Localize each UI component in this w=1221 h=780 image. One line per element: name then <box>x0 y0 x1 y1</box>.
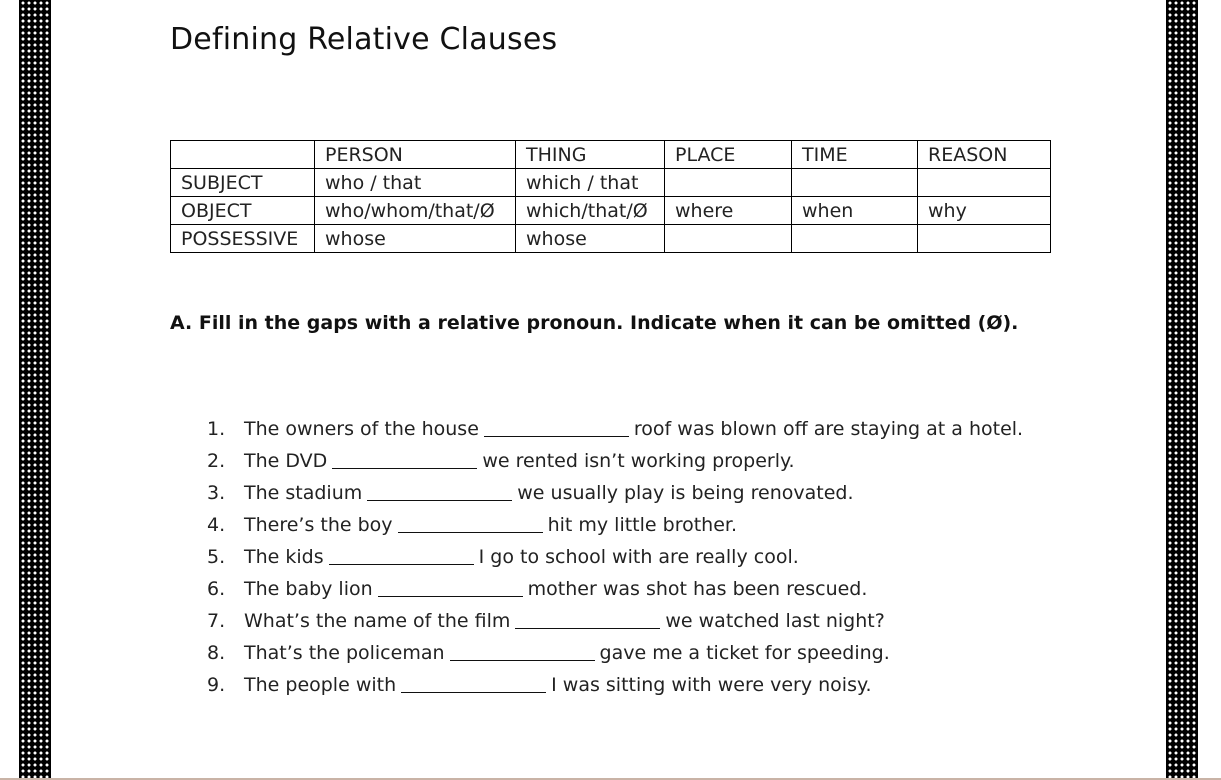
table-cell: whose <box>516 225 665 253</box>
right-decorative-border <box>1166 0 1198 780</box>
blank-gap[interactable] <box>398 512 543 533</box>
left-decorative-border <box>19 0 51 780</box>
item-number: 4. <box>207 514 226 536</box>
item-text-before: The stadium <box>244 482 363 504</box>
table-cell: which / that <box>516 169 665 197</box>
exercise-item <box>207 576 1023 608</box>
table-row <box>171 197 1051 225</box>
item-text-after: roof was blown off are staying at a hotel. <box>633 418 1024 440</box>
item-text-after: hit my little brother. <box>547 514 737 536</box>
item-text-before: There’s the boy <box>244 514 393 536</box>
blank-gap[interactable] <box>401 672 546 693</box>
table-header-cell: PLACE <box>665 141 792 169</box>
table-cell <box>171 141 315 169</box>
table-cell: which/that/Ø <box>516 197 665 225</box>
blank-gap[interactable] <box>515 608 660 629</box>
item-number: 3. <box>207 482 226 504</box>
relative-pronoun-table <box>170 140 1051 253</box>
item-number: 5. <box>207 546 226 568</box>
item-text-before: The kids <box>244 546 324 568</box>
exercise-item <box>207 544 1023 576</box>
table-cell <box>665 225 792 253</box>
exercise-item <box>207 640 1023 672</box>
item-number: 7. <box>207 610 226 632</box>
table-header-cell: PERSON <box>315 141 516 169</box>
table-cell: whose <box>315 225 516 253</box>
page-title: Defining Relative Clauses <box>170 22 558 57</box>
row-label-cell: SUBJECT <box>171 169 315 197</box>
exercise-item <box>207 448 1023 480</box>
item-text-after: we watched last night? <box>665 610 885 632</box>
blank-gap[interactable] <box>332 448 477 469</box>
item-text-before: The baby lion <box>244 578 373 600</box>
row-label-cell: OBJECT <box>171 197 315 225</box>
item-text-after: I go to school with are really cool. <box>478 546 799 568</box>
item-text-after: we usually play is being renovated. <box>517 482 854 504</box>
table-cell <box>918 169 1051 197</box>
blank-gap[interactable] <box>329 544 474 565</box>
item-number: 1. <box>207 418 226 440</box>
item-number: 9. <box>207 674 226 696</box>
item-text-before: That’s the policeman <box>244 642 445 664</box>
table-cell <box>792 225 918 253</box>
exercise-instruction: A. Fill in the gaps with a relative pronoun. Indicate when it can be omitted (Ø). <box>170 312 1019 334</box>
item-text-before: What’s the name of the film <box>244 610 511 632</box>
table-row <box>171 225 1051 253</box>
table-header-cell: TIME <box>792 141 918 169</box>
blank-gap[interactable] <box>378 576 523 597</box>
item-text-before: The owners of the house <box>244 418 479 440</box>
exercise-item <box>207 512 1023 544</box>
exercise-item <box>207 608 1023 640</box>
item-text-after: gave me a ticket for speeding. <box>599 642 890 664</box>
exercise-item <box>207 672 1023 704</box>
table-cell: who / that <box>315 169 516 197</box>
table-cell: where <box>665 197 792 225</box>
item-number: 2. <box>207 450 226 472</box>
table-cell: why <box>918 197 1051 225</box>
item-number: 6. <box>207 578 226 600</box>
table-row <box>171 169 1051 197</box>
table-cell <box>918 225 1051 253</box>
blank-gap[interactable] <box>484 416 629 437</box>
table-cell: when <box>792 197 918 225</box>
table-header-row <box>171 141 1051 169</box>
item-text-before: The people with <box>244 674 397 696</box>
blank-gap[interactable] <box>450 640 595 661</box>
table-cell <box>792 169 918 197</box>
exercise-list <box>207 416 1023 704</box>
item-text-after: mother was shot has been rescued. <box>527 578 868 600</box>
table-cell <box>665 169 792 197</box>
item-text-before: The DVD <box>244 450 328 472</box>
table-header-cell: REASON <box>918 141 1051 169</box>
item-text-after: we rented isn’t working properly. <box>482 450 795 472</box>
table-header-cell: THING <box>516 141 665 169</box>
item-number: 8. <box>207 642 226 664</box>
item-text-after: I was sitting with were very noisy. <box>551 674 872 696</box>
table-cell: who/whom/that/Ø <box>315 197 516 225</box>
exercise-item <box>207 416 1023 448</box>
row-label-cell: POSSESSIVE <box>171 225 315 253</box>
exercise-item <box>207 480 1023 512</box>
blank-gap[interactable] <box>367 480 512 501</box>
